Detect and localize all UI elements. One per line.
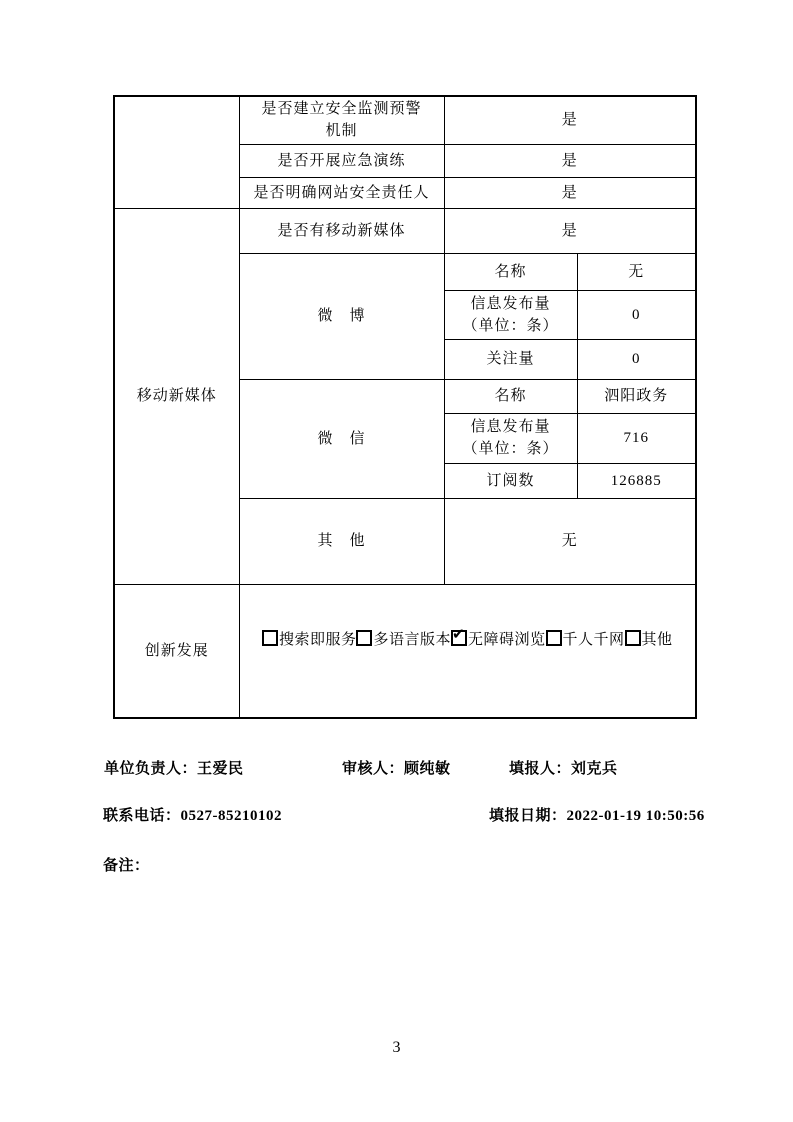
report-date-field: [489, 806, 705, 826]
table-row: [114, 96, 696, 144]
page-number: 3: [392, 1039, 401, 1056]
value-cell: 泗阳政务: [577, 379, 696, 413]
question-cell: 是否有移动新媒体: [239, 208, 444, 253]
phone-field: [103, 806, 282, 826]
attribute-cell: [444, 290, 577, 339]
phone-label: 联系电话：: [103, 808, 181, 824]
attribute-cell: 名称: [444, 379, 577, 413]
checkbox-multilingual: [356, 630, 372, 646]
attribute-cell: [444, 413, 577, 463]
phone-value: 0527-85210102: [180, 808, 283, 824]
unit-head-label: 单位负责人：: [104, 761, 198, 777]
innovation-options-cell: [239, 584, 696, 718]
value-cell: 716: [577, 413, 696, 463]
unit-head-value: 王爱民: [197, 761, 244, 777]
report-date-label: 填报日期：: [489, 808, 567, 824]
auditor-value: 顾纯敏: [404, 761, 451, 777]
answer-cell: 是: [444, 144, 696, 177]
innovation-checkbox-row: [240, 624, 696, 651]
auditor-field: [342, 759, 451, 779]
attribute-cell: 名称: [444, 253, 577, 290]
auditor-label: 审核人：: [342, 761, 405, 777]
question-text-line2: 机制: [325, 123, 358, 140]
question-text-line1: 是否建立安全监测预警: [261, 101, 422, 118]
attribute-cell: 订阅数: [444, 463, 577, 498]
notes-field: [103, 856, 150, 876]
filler-field: [509, 759, 618, 779]
filler-value: 刘克兵: [571, 761, 618, 777]
annual-report-table: [113, 95, 697, 719]
checkbox-label: 多语言版本: [373, 631, 451, 648]
filler-label: 填报人：: [509, 761, 572, 777]
table-row: [114, 208, 696, 253]
platform-label-other: 其 他: [239, 498, 444, 584]
attribute-text-line1: 信息发布量: [470, 295, 551, 312]
checkbox-label: 其他: [641, 631, 673, 648]
check-icon: ✔: [452, 624, 466, 643]
checkbox-label: 千人千网: [562, 631, 625, 648]
checkbox-search-as-service: [262, 630, 278, 646]
notes-label: 备注：: [103, 858, 150, 874]
question-cell: [239, 96, 444, 144]
section-label-empty-cell: [114, 96, 239, 208]
question-cell: 是否明确网站安全责任人: [239, 177, 444, 208]
value-cell: 0: [577, 339, 696, 379]
platform-label-weibo: 微 博: [239, 253, 444, 379]
section-label-innovation: 创新发展: [114, 584, 239, 718]
value-cell: 0: [577, 290, 696, 339]
unit-head-field: [104, 759, 244, 779]
checkbox-qianren-qianwang: [546, 630, 562, 646]
checkbox-label: 无障碍浏览: [468, 631, 546, 648]
attribute-text-line2: （单位：条）: [462, 441, 559, 457]
attribute-text-line1: 信息发布量: [470, 419, 551, 435]
platform-label-wechat: 微 信: [239, 379, 444, 498]
value-cell: 126885: [577, 463, 696, 498]
question-cell: 是否开展应急演练: [239, 144, 444, 177]
value-cell: 无: [577, 253, 696, 290]
table-row: [114, 584, 696, 718]
answer-cell: 是: [444, 208, 696, 253]
checkbox-other: [625, 630, 641, 646]
checkbox-accessible-browsing: [451, 624, 467, 646]
section-label-mobile-media: 移动新媒体: [114, 208, 239, 584]
attribute-text-line2: （单位：条）: [462, 317, 559, 334]
report-date-value: 2022-01-19 10:50:56: [566, 808, 705, 824]
attribute-cell: 关注量: [444, 339, 577, 379]
answer-cell: 是: [444, 177, 696, 208]
answer-cell: 是: [444, 96, 696, 144]
checkbox-label: 搜索即服务: [278, 631, 357, 648]
answer-cell: 无: [444, 498, 696, 584]
